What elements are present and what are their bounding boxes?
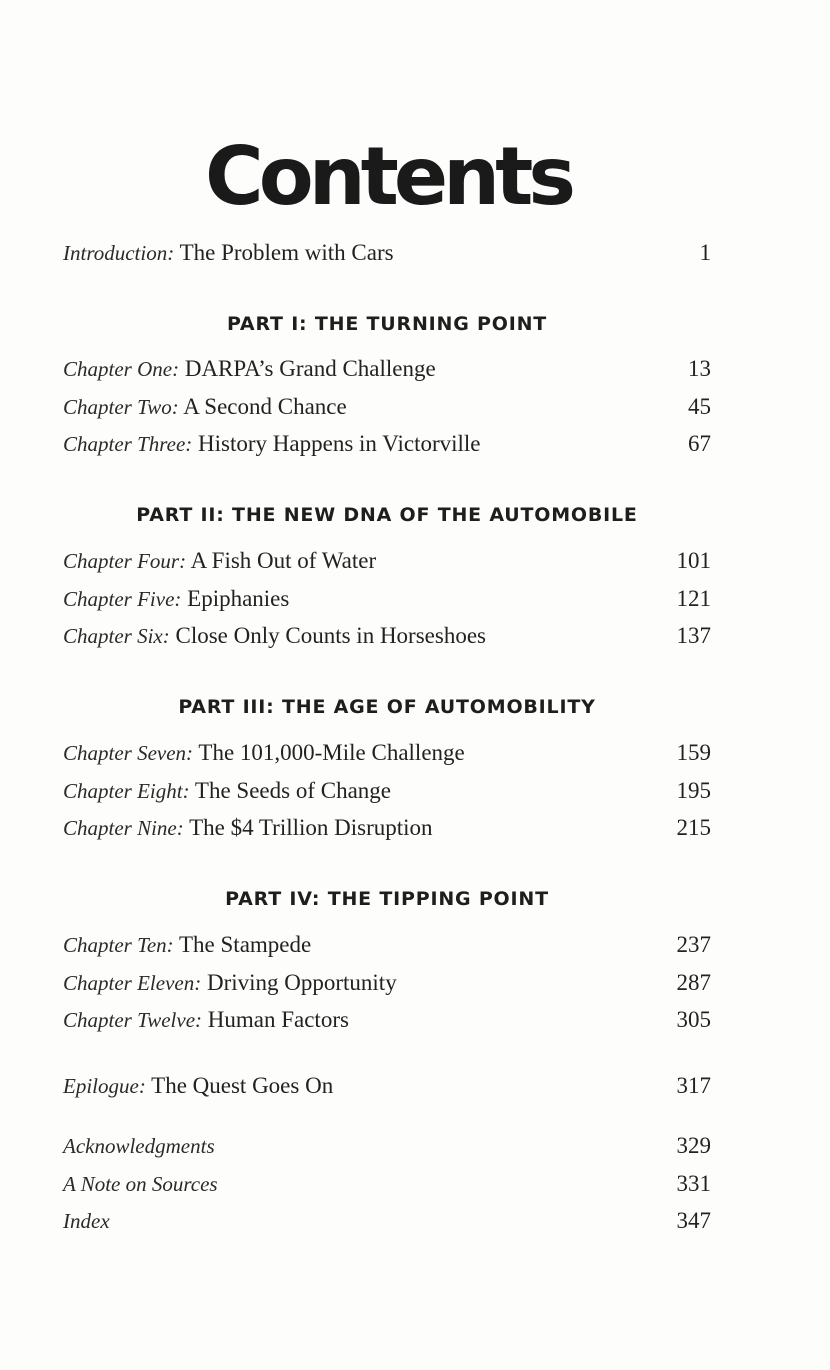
toc-entry-chapter-4[interactable] [63, 543, 711, 579]
entry-prefix: Chapter Nine: [63, 816, 184, 840]
entry-prefix: Chapter Twelve: [63, 1008, 203, 1032]
entry-prefix: Epilogue: [63, 1074, 146, 1098]
entry-title: The Problem with Cars [179, 240, 394, 265]
toc-entry-epilogue[interactable] [63, 1068, 711, 1104]
entry-page-number: 287 [676, 970, 711, 995]
entry-page-number: 237 [676, 932, 711, 957]
entry-title: DARPA’s Grand Challenge [184, 356, 436, 381]
entry-page-number: 215 [676, 815, 711, 840]
entry-title: Close Only Counts in Horseshoes [175, 623, 486, 648]
part-heading-1: PART I: THE TURNING POINT [226, 313, 548, 335]
entry-page-number: 101 [676, 548, 711, 573]
entry-prefix: Chapter Three: [63, 432, 193, 456]
toc-entry-chapter-10[interactable] [63, 927, 711, 963]
toc-entry-chapter-11[interactable] [63, 965, 711, 1001]
entry-title: The $4 Trillion Disruption [189, 815, 433, 840]
entry-title: The Stampede [179, 932, 312, 957]
entry-title: Epiphanies [187, 586, 290, 611]
entry-prefix: Chapter Eleven: [63, 971, 202, 995]
entry-page-number: 67 [688, 431, 711, 456]
toc-entry-chapter-12[interactable] [63, 1002, 711, 1038]
toc-entry-introduction[interactable] [63, 235, 711, 271]
toc-entry-index[interactable] [63, 1203, 711, 1239]
entry-prefix: Chapter Seven: [63, 741, 194, 765]
part-heading-2: PART II: THE NEW DNA OF THE AUTOMOBILE [136, 504, 638, 526]
entry-page-number: 195 [676, 778, 711, 803]
toc-entry-chapter-2[interactable] [63, 389, 711, 425]
entry-page-number: 13 [688, 356, 711, 381]
entry-prefix: Chapter Eight: [63, 779, 190, 803]
entry-title: The Seeds of Change [194, 778, 392, 803]
entry-page-number: 317 [676, 1073, 711, 1098]
entry-title: Human Factors [207, 1007, 349, 1032]
part-heading-4: PART IV: THE TIPPING POINT [225, 888, 549, 910]
toc-entry-chapter-8[interactable] [63, 773, 711, 809]
toc-entry-acknowledgments[interactable] [63, 1128, 711, 1164]
entry-prefix: Chapter Two: [63, 395, 179, 419]
toc-entry-chapter-6[interactable] [63, 618, 711, 654]
toc-entry-chapter-7[interactable] [63, 735, 711, 771]
entry-page-number: 45 [688, 394, 711, 419]
entry-page-number: 331 [676, 1171, 711, 1196]
entry-title: Driving Opportunity [206, 970, 397, 995]
part-heading-3: PART III: THE AGE OF AUTOMOBILITY [178, 696, 596, 718]
entry-title: History Happens in Victorville [198, 431, 481, 456]
entry-page-number: 305 [676, 1007, 711, 1032]
entry-page-number: 159 [676, 740, 711, 765]
entry-page-number: 329 [676, 1133, 711, 1158]
entry-title: The Quest Goes On [151, 1073, 334, 1098]
toc-entry-chapter-3[interactable] [63, 426, 711, 462]
toc-entry-chapter-5[interactable] [63, 581, 711, 617]
entry-page-number: 121 [676, 586, 711, 611]
toc-entry-note-on-sources[interactable] [63, 1166, 711, 1202]
entry-prefix: Chapter Four: [63, 549, 187, 573]
entry-prefix: Chapter One: [63, 357, 180, 381]
entry-title: Acknowledgments [63, 1134, 215, 1158]
entry-title: A Note on Sources [63, 1172, 218, 1196]
entry-prefix: Chapter Ten: [63, 933, 174, 957]
page-title: Contents [205, 130, 571, 223]
entry-title: Index [63, 1209, 110, 1233]
toc-entry-chapter-9[interactable] [63, 810, 711, 846]
entry-title: A Fish Out of Water [190, 548, 377, 573]
entry-title: The 101,000-Mile Challenge [198, 740, 465, 765]
entry-prefix: Introduction: [63, 241, 175, 265]
entry-prefix: Chapter Six: [63, 624, 170, 648]
entry-prefix: Chapter Five: [63, 587, 182, 611]
entry-page-number: 1 [699, 240, 711, 265]
toc-entry-chapter-1[interactable] [63, 351, 711, 387]
entry-page-number: 137 [676, 623, 711, 648]
entry-page-number: 347 [676, 1208, 711, 1233]
entry-title: A Second Chance [183, 394, 347, 419]
